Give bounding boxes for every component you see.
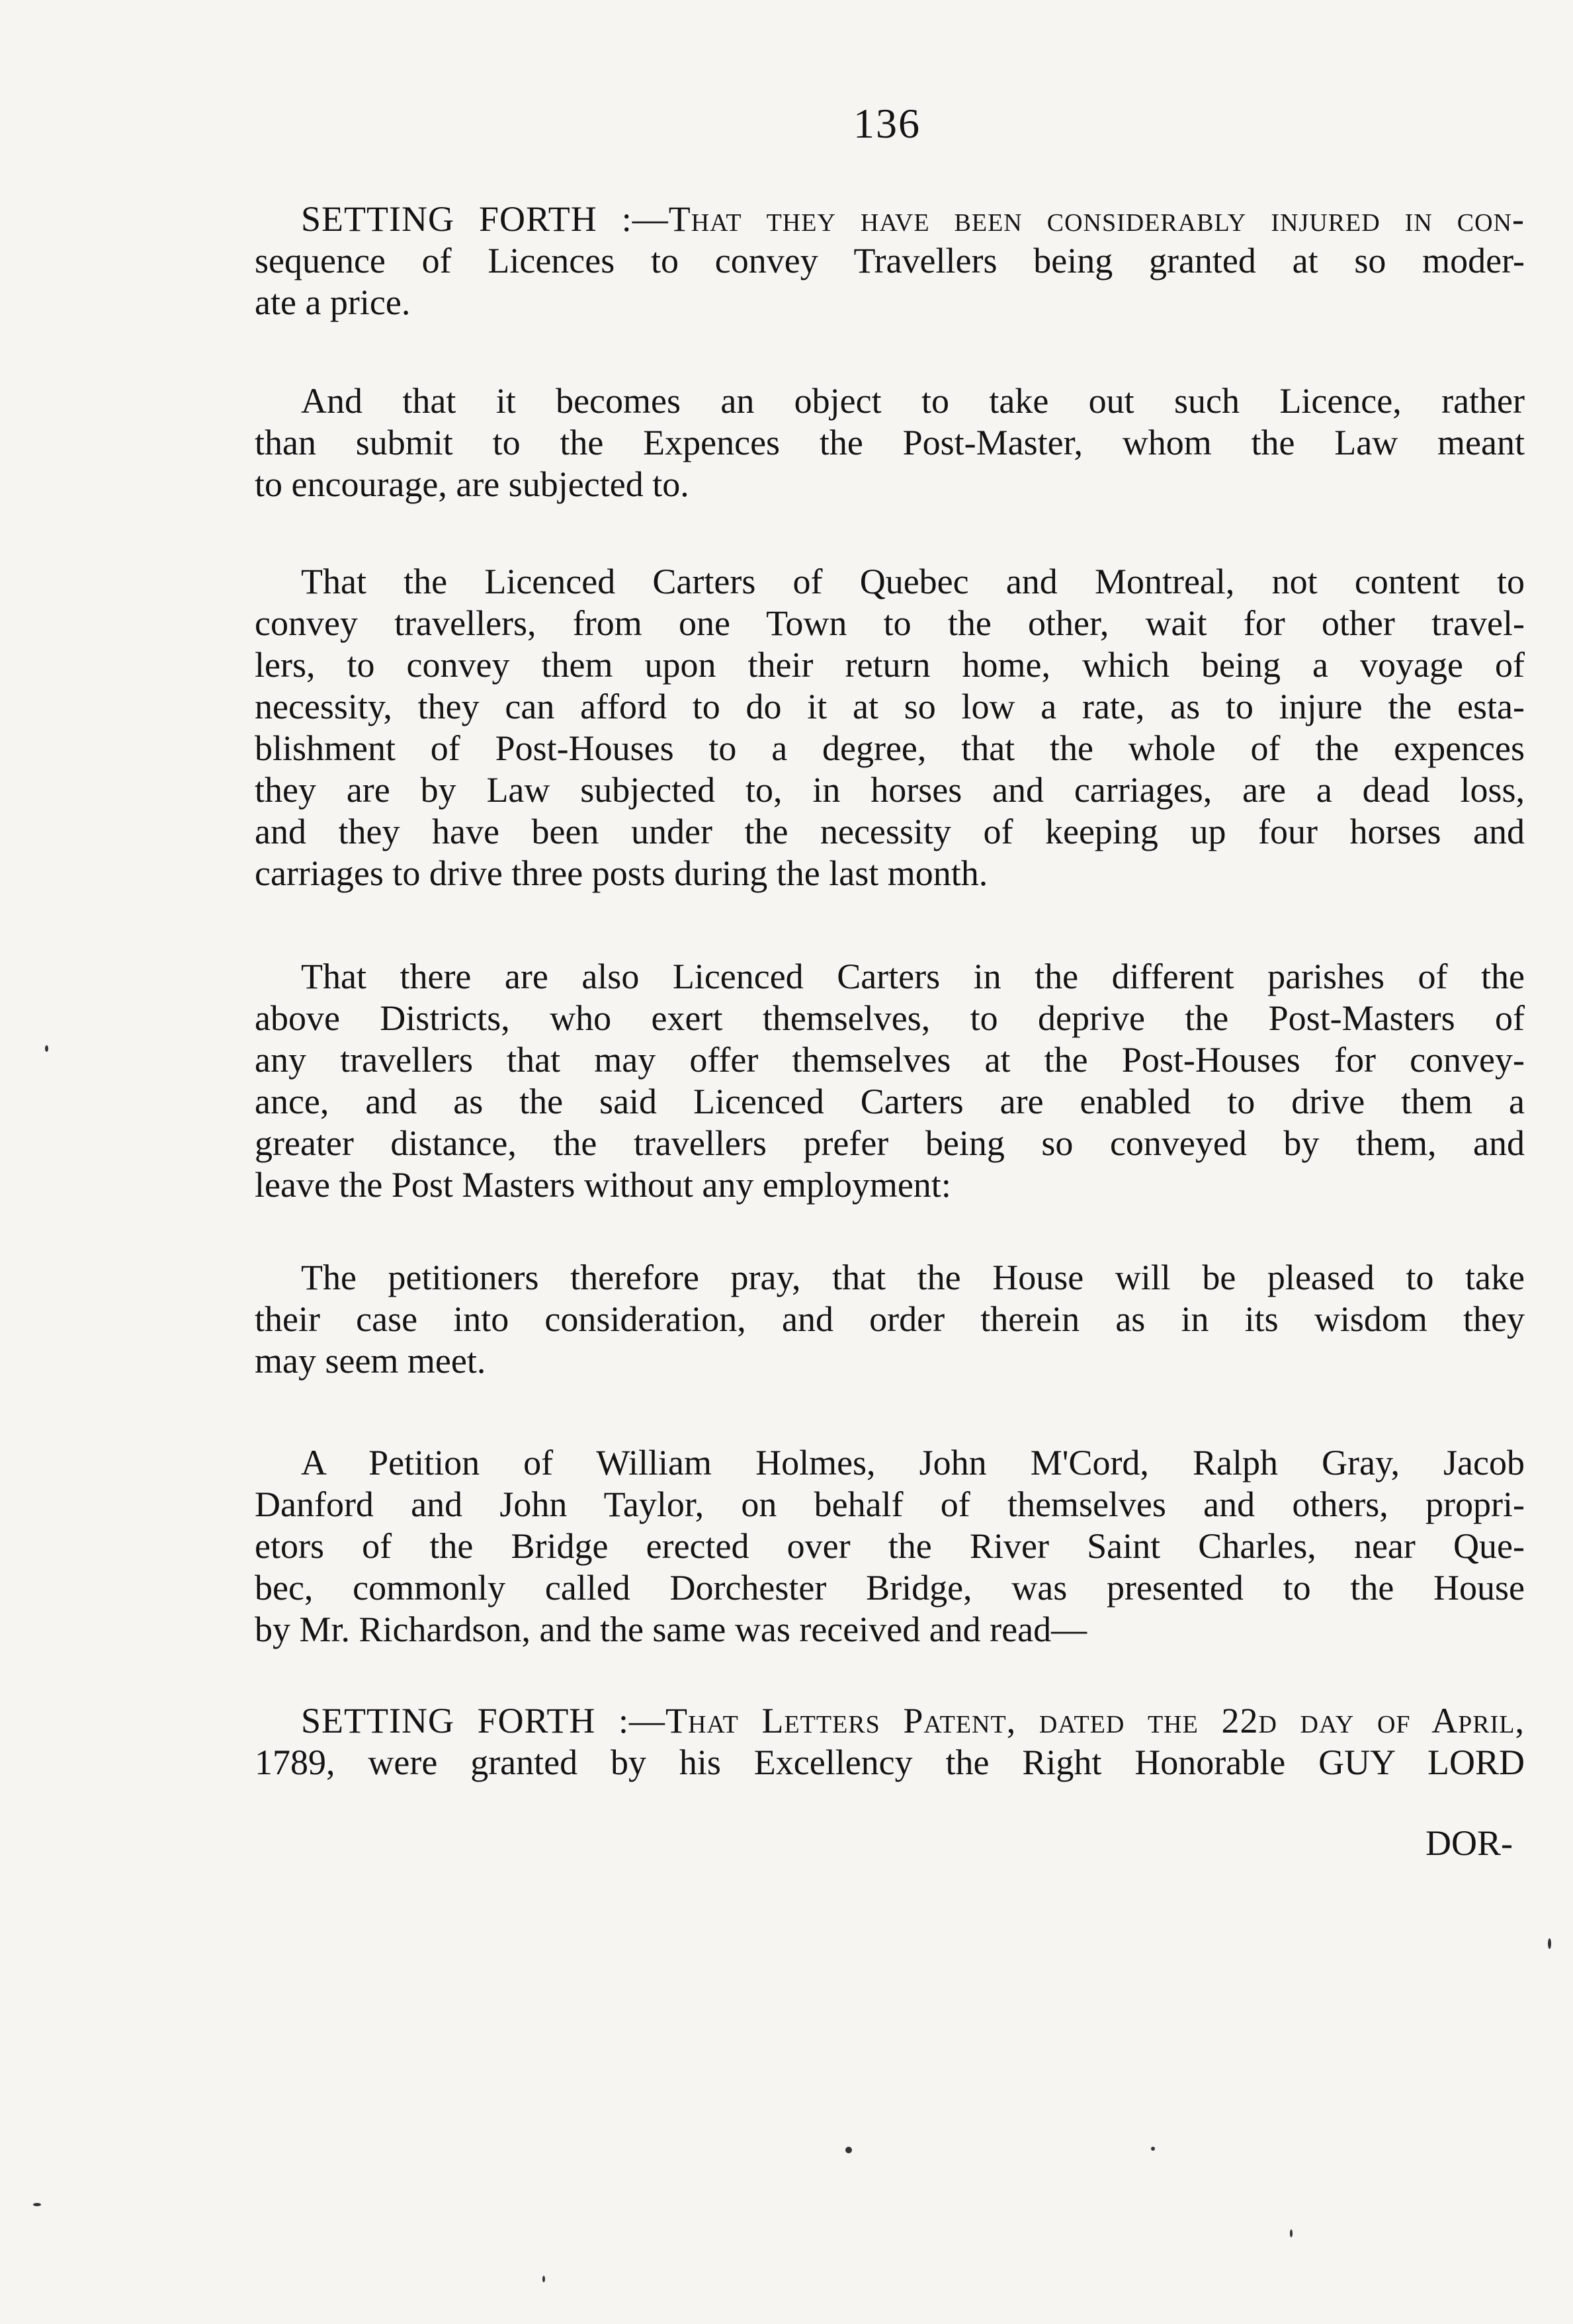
paragraph-licence-object [255, 380, 1525, 505]
text-line: ance, and as the said Licenced Carters are enabled to drive them a [255, 1082, 1525, 1121]
scan-speck [1151, 2147, 1155, 2151]
text-line: convey travellers, from one Town to the other, wait for other travel- [255, 603, 1525, 643]
text-line: bec, commonly called Dorchester Bridge, was presented to the House [255, 1568, 1525, 1608]
text-line: their case into consideration, and order therein as in its wisdom they [255, 1299, 1525, 1339]
text-line: ate a price. [255, 282, 411, 322]
text-line: to encourage, are subjected to. [255, 464, 689, 504]
text-line: above Districts, who exert themselves, to deprive the Post-Masters of [255, 998, 1525, 1038]
scan-speck [1290, 2229, 1293, 2237]
page-number: 136 [853, 100, 921, 147]
scan-speck [845, 2147, 852, 2153]
scan-speck [1548, 1938, 1551, 1949]
text-line: And that it becomes an object to take out such Licence, rather [301, 381, 1525, 421]
text-line: SETTING FORTH :—That Letters Patent, dated the 22d day of April, [301, 1701, 1525, 1741]
paragraph-setting-forth-1 [255, 198, 1525, 323]
scan-speck [542, 2276, 545, 2282]
text-line: any travellers that may offer themselves at the Post-Houses for convey- [255, 1040, 1525, 1080]
text-line: by Mr. Richardson, and the same was received and read— [255, 1610, 1087, 1649]
text-line: carriages to drive three posts during the last month. [255, 853, 988, 893]
paragraph-dorchester-bridge-petition [255, 1442, 1525, 1651]
scan-speck [33, 2203, 41, 2206]
text-line: than submit to the Expences the Post-Master, whom the Law meant [255, 423, 1525, 462]
paragraph-licenced-carters [255, 561, 1525, 894]
text-line: they are by Law subjected to, in horses and carriages, are a dead loss, [255, 770, 1525, 810]
scan-speck [45, 1045, 48, 1052]
text-line: greater distance, the travellers prefer being so conveyed by them, and [255, 1123, 1525, 1163]
text-line: necessity, they can afford to do it at so low a rate, as to injure the esta- [255, 687, 1525, 726]
text-line: blishment of Post-Houses to a degree, that the whole of the expences [255, 728, 1525, 768]
text-line: That the Licenced Carters of Quebec and Montreal, not content to [301, 562, 1525, 601]
paragraph-parish-carters [255, 956, 1525, 1206]
text-line: Danford and John Taylor, on behalf of themselves and others, propri- [255, 1485, 1525, 1524]
text-line: SETTING FORTH :—That they have been considerably injured in con- [301, 199, 1525, 239]
paragraph-prayer [255, 1257, 1525, 1382]
text-line: The petitioners therefore pray, that the House will be pleased to take [301, 1258, 1525, 1297]
text-line: leave the Post Masters without any employment: [255, 1165, 951, 1205]
text-line: lers, to convey them upon their return home, which being a voyage of [255, 645, 1525, 685]
text-line: That there are also Licenced Carters in the different parishes of the [301, 957, 1525, 996]
text-line: sequence of Licences to convey Travellers being granted at so moder- [255, 241, 1525, 280]
text-line: etors of the Bridge erected over the River Saint Charles, near Que- [255, 1526, 1525, 1566]
text-line: 1789, were granted by his Excellency the Right Honorable GUY LORD [255, 1743, 1525, 1782]
paragraph-setting-forth-2 [255, 1700, 1525, 1784]
catchword: DOR- [1425, 1823, 1513, 1863]
text-line: may seem meet. [255, 1341, 486, 1381]
text-line: A Petition of William Holmes, John M'Cord, Ralph Gray, Jacob [301, 1443, 1525, 1483]
text-line: and they have been under the necessity of keeping up four horses and [255, 812, 1525, 851]
